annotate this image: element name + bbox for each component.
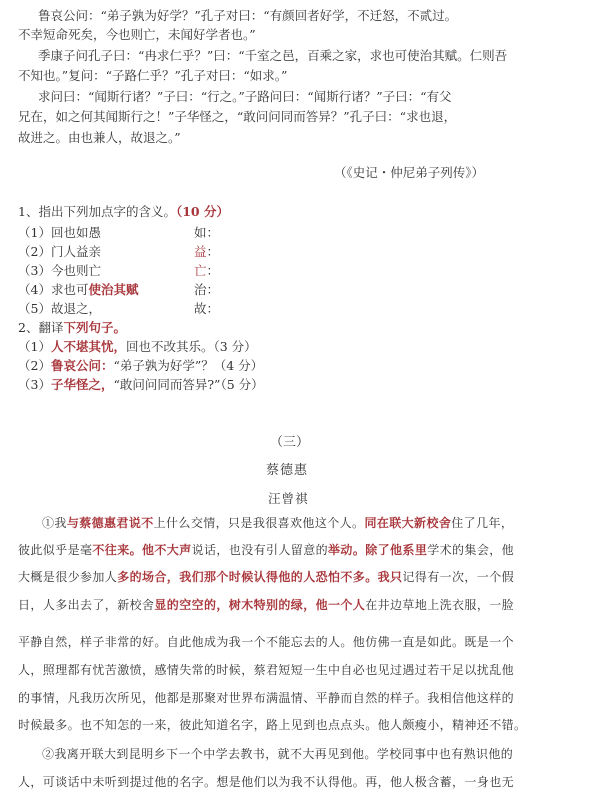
essay-author: 汪曾祺 — [268, 491, 309, 506]
question-2-item — [18, 337, 257, 355]
essay-text: 学术的集会，他 — [427, 543, 515, 557]
essay-highlight: 多的场合，我们那个时候认得他的人恐怕不多。我只 — [117, 570, 403, 584]
question-2-item — [18, 375, 264, 393]
item-text: “敢问问同而答异?”（5 分） — [113, 377, 264, 392]
item-highlight: 人不堪其忧， — [50, 339, 126, 354]
essay-text: 平静自然，样子非常的好。自此他成为我一个不能忘去的人。他仿佛一直是如此。既是一个 — [18, 635, 515, 649]
essay-highlight: 举动。除了他系里 — [328, 543, 428, 557]
essay-text: 记得有一次，一个假 — [402, 570, 515, 584]
essay-line — [42, 514, 513, 531]
essay-text: 上什么交情，只是我很喜欢他这个人。 — [153, 516, 365, 530]
essay-highlight: 与蔡德惠君说不 — [66, 516, 154, 530]
essay-text: ①我 — [42, 516, 67, 530]
essay-text: 人，可谈话中未听到提过他的名字。想是他们以为我不认得他。再，他人极含蓄，一身也无 — [18, 775, 515, 789]
passage-line: 季康子问孔子曰：“冉求仁乎？”曰：“千室之邑，百乘之家，求也可使治其赋。仁则吾 — [38, 48, 508, 63]
item-number: （1） — [18, 339, 51, 354]
essay-text: 说话，也没有引人留意的 — [191, 543, 329, 557]
passage-line: 兄在，如之何其闻斯行之！”子华怪之，“敢问问同而答异？”孔子曰：“求也退， — [18, 109, 457, 124]
question-1-item-char: 如： — [194, 225, 220, 240]
essay-text: 日，人多出去了，新校舍 — [18, 598, 155, 612]
question-1-text: 1、指出下列加点字的含义。 — [18, 204, 176, 219]
passage-line: 不知也。”复问：“子路仁乎？”孔子对曰：“如求。” — [18, 68, 288, 83]
question-2-item — [18, 356, 263, 374]
essay-highlight: 显的空空的，树木特别的绿，他一个人 — [154, 598, 366, 612]
essay-text: 大概是很少参加人 — [18, 570, 118, 584]
item-text: （4）求也可 — [18, 282, 89, 297]
item-highlight: 鲁哀公问： — [50, 358, 114, 373]
item-text: 回也不改其乐。（3 分） — [125, 339, 257, 354]
essay-text: 的事情，凡我历次所见，他都是那聚对世界布满温情、平静而自然的样子。我相信他这样的 — [18, 691, 515, 705]
item-char-colon: ： — [206, 263, 220, 278]
essay-title: 蔡德惠 — [266, 463, 309, 478]
item-number: （3） — [18, 377, 51, 392]
item-char-colon: ： — [206, 244, 220, 259]
question-1-item-label: （5）故退之， — [18, 301, 101, 316]
question-1-item-label: （2）门人益亲 — [18, 244, 101, 259]
essay-text: 住了几年， — [451, 516, 514, 530]
item-highlight: 使治其赋 — [88, 282, 139, 297]
question-2-highlight: 下列句子。 — [63, 320, 126, 335]
essay-line — [18, 689, 514, 706]
essay-highlight: 不往来。他不大声 — [92, 543, 192, 557]
essay-line — [18, 568, 514, 585]
passage-line: 鲁哀公问：“弟子孰为好学？”孔子对曰：“有颜回者好学，不迁怒，不贰过。 — [38, 8, 458, 23]
passage-source: （《史记・仲尼弟子列传》） — [334, 165, 485, 180]
question-1-item-char: 故： — [194, 301, 220, 316]
essay-text: 人，照理都有忧苦激愤，感情失常的时候，蔡君短短一生中自必也见过遇过若干足以扰乱他 — [18, 663, 515, 677]
essay-line — [18, 541, 514, 558]
question-1-item-char — [194, 242, 219, 260]
essay-text: 时候最多。也不知怎的一来，彼此知道名字，路上见到也点点头。他人颇瘦小，精神还不错。 — [18, 718, 527, 732]
essay-line — [18, 633, 514, 650]
question-1-item-char: 治： — [194, 282, 220, 297]
question-1-item-label — [18, 280, 138, 298]
passage-line: 求问曰：“闻斯行诸？”子曰：“行之。”子路问曰：“闻斯行诸？”子曰：“有父 — [38, 89, 452, 104]
essay-line — [18, 661, 514, 678]
question-2-text: 2、翻译 — [18, 320, 64, 335]
essay-line — [42, 745, 513, 762]
item-number: （2） — [18, 358, 51, 373]
essay-line — [18, 596, 514, 613]
item-text: “弟子孰为好学”？（4 分） — [113, 358, 264, 373]
question-1-item-char — [194, 261, 219, 279]
question-2-heading — [18, 318, 126, 336]
essay-line — [18, 773, 514, 790]
essay-line — [18, 716, 526, 733]
item-char-highlight: 益 — [194, 244, 207, 259]
section-marker: （三） — [270, 435, 310, 450]
essay-highlight: 同在联大新校舍 — [364, 516, 452, 530]
essay-text: 在井边草地上洗衣服，一脸 — [365, 598, 515, 612]
essay-text: 彼此似乎是毫 — [18, 543, 93, 557]
question-1-item-label: （1）回也如愚 — [18, 225, 101, 240]
passage-line: 故进之。由也兼人，故退之。” — [18, 130, 181, 145]
item-char-highlight: 亡 — [194, 263, 207, 278]
passage-line: 不幸短命死矣，今也则亡，未闻好学者也。” — [18, 27, 256, 42]
question-1-heading — [18, 202, 229, 220]
question-1-item-label: （3）今也则亡 — [18, 263, 101, 278]
question-1-score: （10 分） — [175, 204, 229, 219]
essay-text: ②我离开联大到昆明乡下一个中学去教书，就不大再见到他。学校同事中也有熟识他的 — [42, 747, 514, 761]
item-highlight: 子华怪之， — [50, 377, 114, 392]
